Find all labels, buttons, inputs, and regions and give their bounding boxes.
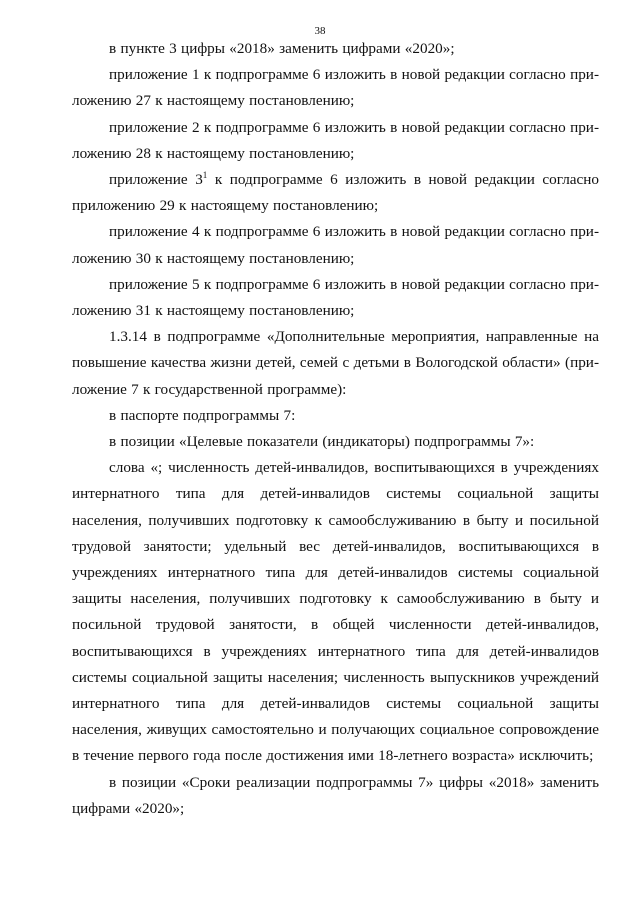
- paragraph: приложение 1 к подпрограмме 6 изложить в новой редакции согласно приложению 27 к настоящему постановлению;: [72, 66, 599, 110]
- paragraph: в позиции «Сроки реализации подпрограммы 7» цифры «2018» заменить цифрами «2020»;: [72, 773, 599, 817]
- paragraph: приложение 4 к подпрограмме 6 изложить в новой редакции согласно приложению 30 к настоящему постановлению;: [72, 223, 599, 267]
- paragraph: 1.3.14 в подпрограмме «Дополнительные мероприятия, направленные на повышение качества жизни детей, семей с детьми в Вологодской области» (приложение 7 к государственной программе):: [72, 328, 599, 398]
- paragraph: приложение 5 к подпрограмме 6 изложить в новой редакции согласно приложению 31 к настоящему постановлению;: [72, 275, 599, 320]
- paragraph-text: приложение 3: [109, 171, 203, 189]
- page-number: 38: [314, 25, 326, 37]
- paragraph: в пункте 3 цифры «2018» заменить цифрами «2020»;: [109, 40, 455, 57]
- paragraph-text: к подпрограмме 6 изложить в новой редакции согласно приложению 29 к настоящему постановлению;: [72, 171, 599, 215]
- paragraph: слова «; численность детей-инвалидов, воспитывающихся в учреждениях интернатного типа для детей-инвалидов системы социальной защиты населения, получивших подготовку к самообслуживанию в быту и посильной трудовой занятости; удельный вес детей-инвалидов, воспитывающихся в учреждениях интернатного типа для детей-инвалидов системы социальной защиты населения, получивших подготовку к самообслуживанию в быту и посильной трудовой занятости, в общей численности детей-инвалидов, воспитывающихся в учреждениях интернатного типа для детей-инвалидов системы социальной защиты населения; численность выпускников учреждений интернатного типа для детей-инвалидов системы социальной защиты населения, живущих самостоятельно и получающих социальное сопровождение в течение первого года после достижения ими 18-летнего возраста» исключить;: [72, 459, 599, 765]
- paragraph: в паспорте подпрограммы 7:: [109, 406, 296, 424]
- paragraph: приложение 2 к подпрограмме 6 изложить в новой редакции согласно приложению 28 к настоящему постановлению;: [72, 118, 599, 162]
- paragraph: [72, 167, 599, 219]
- superscript: 1: [202, 170, 208, 181]
- document-body: [72, 36, 599, 822]
- paragraph: в позиции «Целевые показатели (индикаторы) подпрограммы 7»:: [109, 433, 535, 451]
